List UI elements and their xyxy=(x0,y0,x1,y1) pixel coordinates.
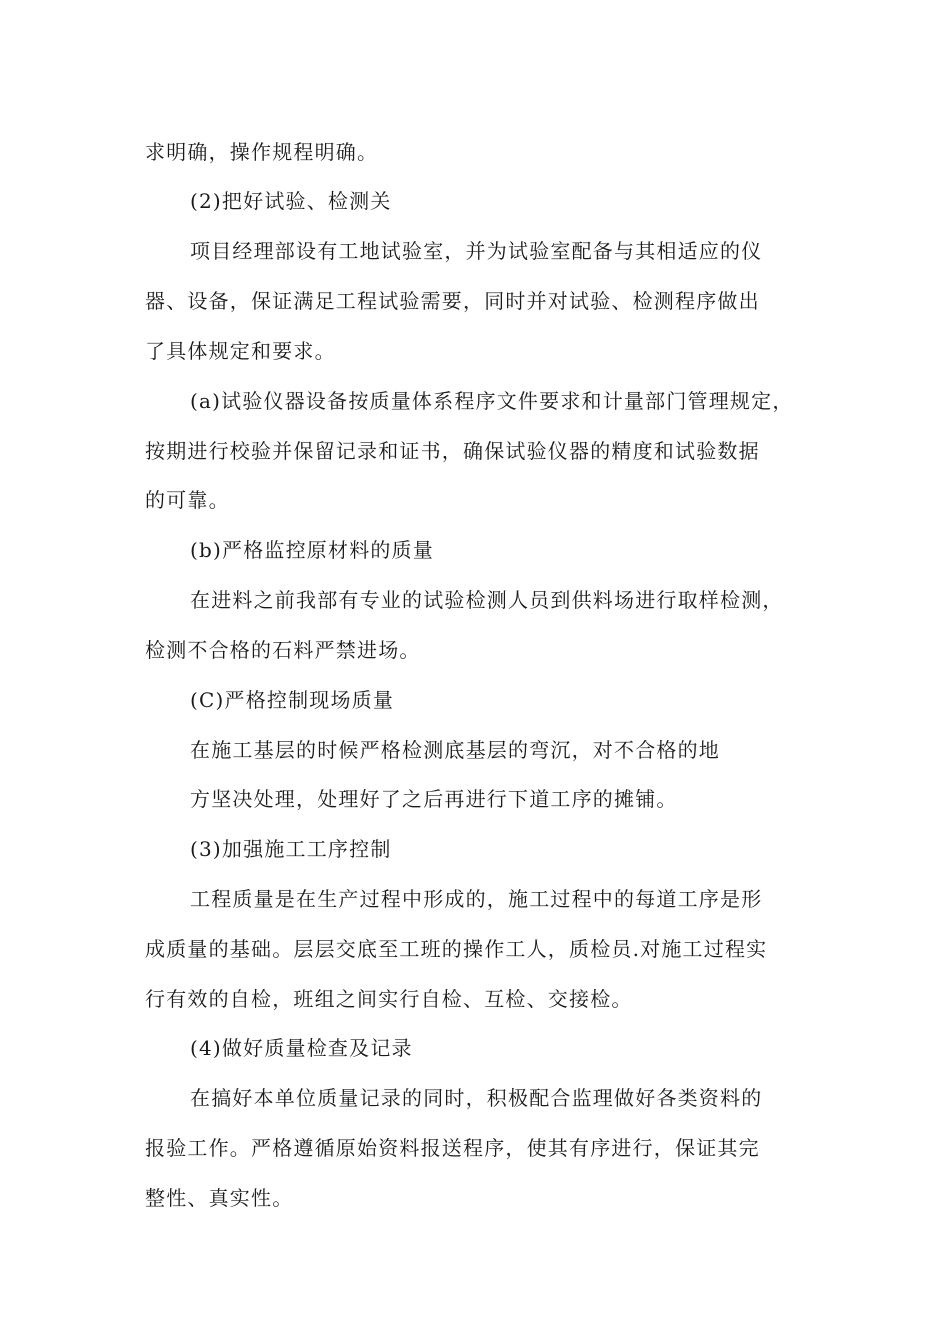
text-line: 按期进行校验并保留记录和证书，确保试验仪器的精度和试验数据 xyxy=(145,439,760,463)
subsection-heading: (b)严格监控原材料的质量 xyxy=(190,538,435,562)
text-line: 在施工基层的时候严格检测底基层的弯沉，对不合格的地 xyxy=(190,738,720,762)
text-line: 求明确，操作规程明确。 xyxy=(145,140,379,164)
text-line: 方坚决处理，处理好了之后再进行下道工序的摊铺。 xyxy=(190,787,678,811)
text-line: 行有效的自检，班组之间实行自检、互检、交接检。 xyxy=(145,987,633,1011)
section-heading: (3)加强施工工序控制 xyxy=(190,837,392,861)
text-line: 了具体规定和要求。 xyxy=(145,339,336,363)
subsection-heading: (C)严格控制现场质量 xyxy=(190,688,395,712)
text-line: 工程质量是在生产过程中形成的，施工过程中的每道工序是形 xyxy=(190,887,763,911)
text-line: 报验工作。严格遵循原始资料报送程序，使其有序进行，保证其完 xyxy=(145,1136,760,1160)
text-line: (a)试验仪器设备按质量体系程序文件要求和计量部门管理规定， xyxy=(190,389,794,413)
text-line: 检测不合格的石料严禁进场。 xyxy=(145,638,421,662)
text-line: 的可靠。 xyxy=(145,488,230,512)
text-line: 在搞好本单位质量记录的同时，积极配合监理做好各类资料的 xyxy=(190,1086,763,1110)
text-line: 整性、真实性。 xyxy=(145,1186,294,1210)
text-line: 成质量的基础。层层交底至工班的操作工人，质检员.对施工过程实 xyxy=(145,937,768,961)
section-heading: (2)把好试验、检测关 xyxy=(190,189,392,213)
text-line: 项目经理部设有工地试验室，并为试验室配备与其相适应的仪 xyxy=(190,239,763,263)
section-heading: (4)做好质量检查及记录 xyxy=(190,1036,413,1060)
text-line: 在进料之前我部有专业的试验检测人员到供料场进行取样检测， xyxy=(190,588,784,612)
text-line: 器、设备，保证满足工程试验需要，同时并对试验、检测程序做出 xyxy=(145,289,760,313)
